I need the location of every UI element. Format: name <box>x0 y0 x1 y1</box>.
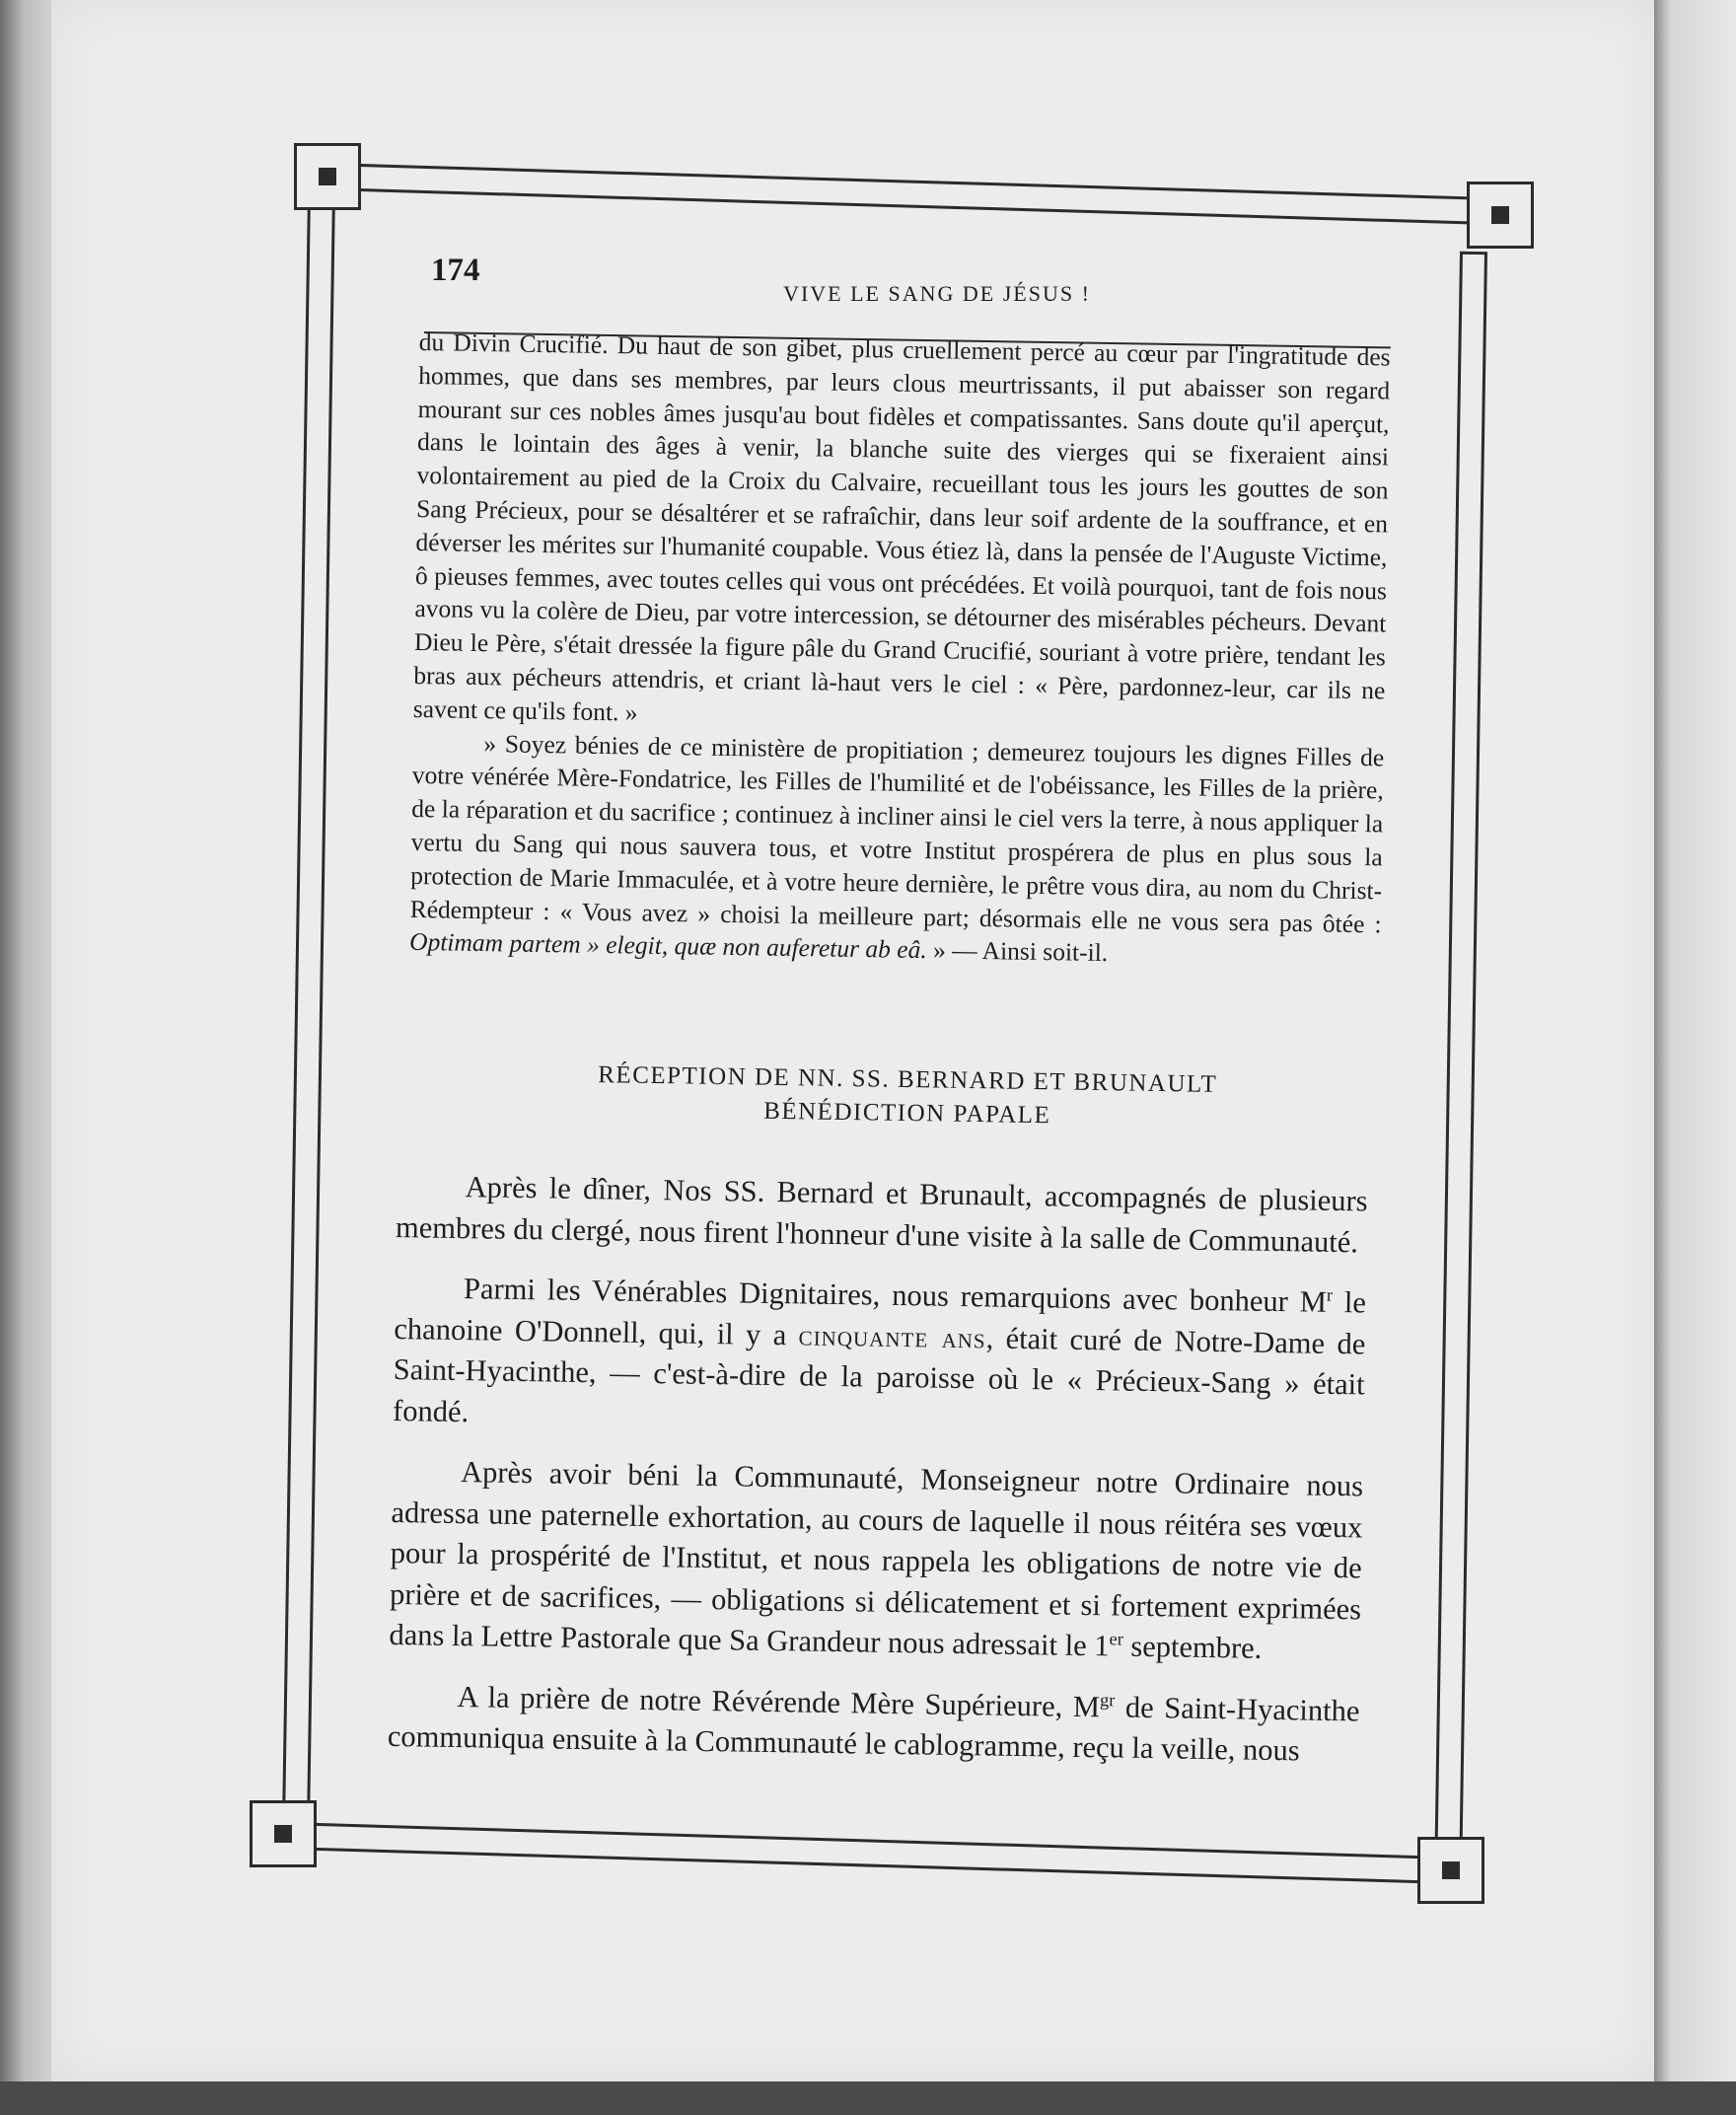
sermon-amen: » — Ainsi soit-il. <box>926 935 1109 968</box>
running-title: VIVE LE SANG DE JÉSUS ! <box>783 281 1091 306</box>
narrative-text: de Saint-Hyacinthe communiqua ensuite à la Communauté le cablogramme, reçu la veille, nous <box>387 1690 1360 1768</box>
sermon-conclusion <box>409 326 1391 975</box>
frame-corner-ornament-top-left <box>294 143 361 210</box>
narrative-text: , était curé de Notre-Dame de Saint-Hyacinthe, — c'est-à-dire de la paroisse où le « Précieux-Sang » était fondé. <box>392 1320 1366 1428</box>
narrative-text: le chanoine O'Donnell, qui, il y a <box>394 1284 1367 1351</box>
narrative-text: A la prière de notre Révérende Mère Supérieure, M <box>457 1679 1101 1723</box>
sermon-closing-text: » Soyez bénies de ce ministère de propitiation ; demeurez toujours les dignes Filles de votre vénérée Mère-Fondatrice, les Filles de l'humilité et de l'obéissance, les Filles de la prière, de la réparation et du sacrifice ; continuez à incliner ainsi le ciel vers la terre, à nous appliquer la vertu du Sang qui nous sauvera tous, et votre Institut prospérera de plus en plus sous la protection de Marie Immaculée, et à votre heure dernière, le prêtre vous dira, au nom du Christ-Rédempteur : « Vous avez » choisi la meilleure part; désormais elle ne vous sera pas ôtée : <box>409 728 1385 938</box>
section-heading <box>533 1058 1283 1136</box>
narrative-paragraph-3 <box>389 1451 1363 1671</box>
facing-page-edge <box>1654 0 1736 2115</box>
sermon-paragraph: du Divin Crucifié. Du haut de son gibet, plus cruellement percé au cœur par l'ingratitude des hommes, que dans ses membres, par leurs clous meurtrissants, il put abaisser son regard mourant sur ces nobles âmes jusqu'au bout fidèles et compatissantes. Sans doute qu'il aperçut, dans le lointain des âges à venir, la blanche suite des vierges qui se fixeraient ainsi volontairement au pied de la Croix du Calvaire, recueillant tous les jours les gouttes de son Sang Précieux, pour se désaltérer et se rafraîchir, dans leur soif ardente de la souffrance, et en déverser les mérites sur l'humanité coupable. Vous étiez là, dans la pensée de l'Auguste Victime, ô pieuses femmes, avec toutes celles qui vous ont précédées. Et voilà pourquoi, tant de fois nous avons vu la colère de Dieu, par votre intercession, se détourner des misérables pécheurs. Devant Dieu le Père, s'était dressée la figure pâle du Grand Crucifié, souriant à votre prière, tendant les bras aux pécheurs attendris, et criant là-haut vers le ciel : « Père, pardonnez-leur, car ils ne savent ce qu'ils font. » <box>412 327 1391 727</box>
frame-corner-ornament-bottom-left <box>250 1800 317 1867</box>
narrative-paragraph-1: Après le dîner, Nos SS. Bernard et Brunault, accompagnés de plusieurs membres du clergé, nous firent l'honneur d'une visite à la salle de Communauté. <box>395 1170 1368 1259</box>
scan-bottom-border <box>0 2081 1736 2115</box>
frame-corner-ornament-top-right <box>1467 182 1534 249</box>
narrative-paragraph-4 <box>388 1675 1360 1772</box>
narrative-text: Après avoir béni la Communauté, Monseigneur notre Ordinaire nous adressa une paternelle exhortation, au cours de laquelle il nous réitéra ses vœux pour la prospérité de l'Institut, et nous rappela les obligations de notre vie de prière et de sacrifices, — obligations si délicatement et si fortement exprimées dans la Lettre Pastorale que Sa Grandeur nous adressait le 1 <box>389 1455 1364 1663</box>
superscript: r <box>1326 1284 1334 1305</box>
section-heading-line-2: BÉNÉDICTION PAPALE <box>762 1097 1051 1130</box>
narrative-text: septembre. <box>1122 1629 1263 1665</box>
frame-corner-ornament-bottom-right <box>1417 1837 1484 1904</box>
latin-quotation: Optimam partem » elegit, quæ non auferetur ab eâ. <box>408 927 927 965</box>
superscript: er <box>1109 1629 1123 1649</box>
small-caps-text: cinquante ans <box>798 1317 986 1354</box>
section-heading-line-1: RÉCEPTION DE NN. SS. BERNARD ET BRUNAULT <box>598 1061 1218 1098</box>
reception-narrative <box>387 1166 1368 1792</box>
page-number: 174 <box>431 253 480 288</box>
narrative-paragraph-2 <box>393 1268 1366 1446</box>
narrative-text: Parmi les Vénérables Dignitaires, nous remarquions avec bonheur M <box>463 1272 1328 1319</box>
sermon-closing-paragraph <box>409 726 1385 975</box>
superscript: gr <box>1099 1689 1116 1710</box>
